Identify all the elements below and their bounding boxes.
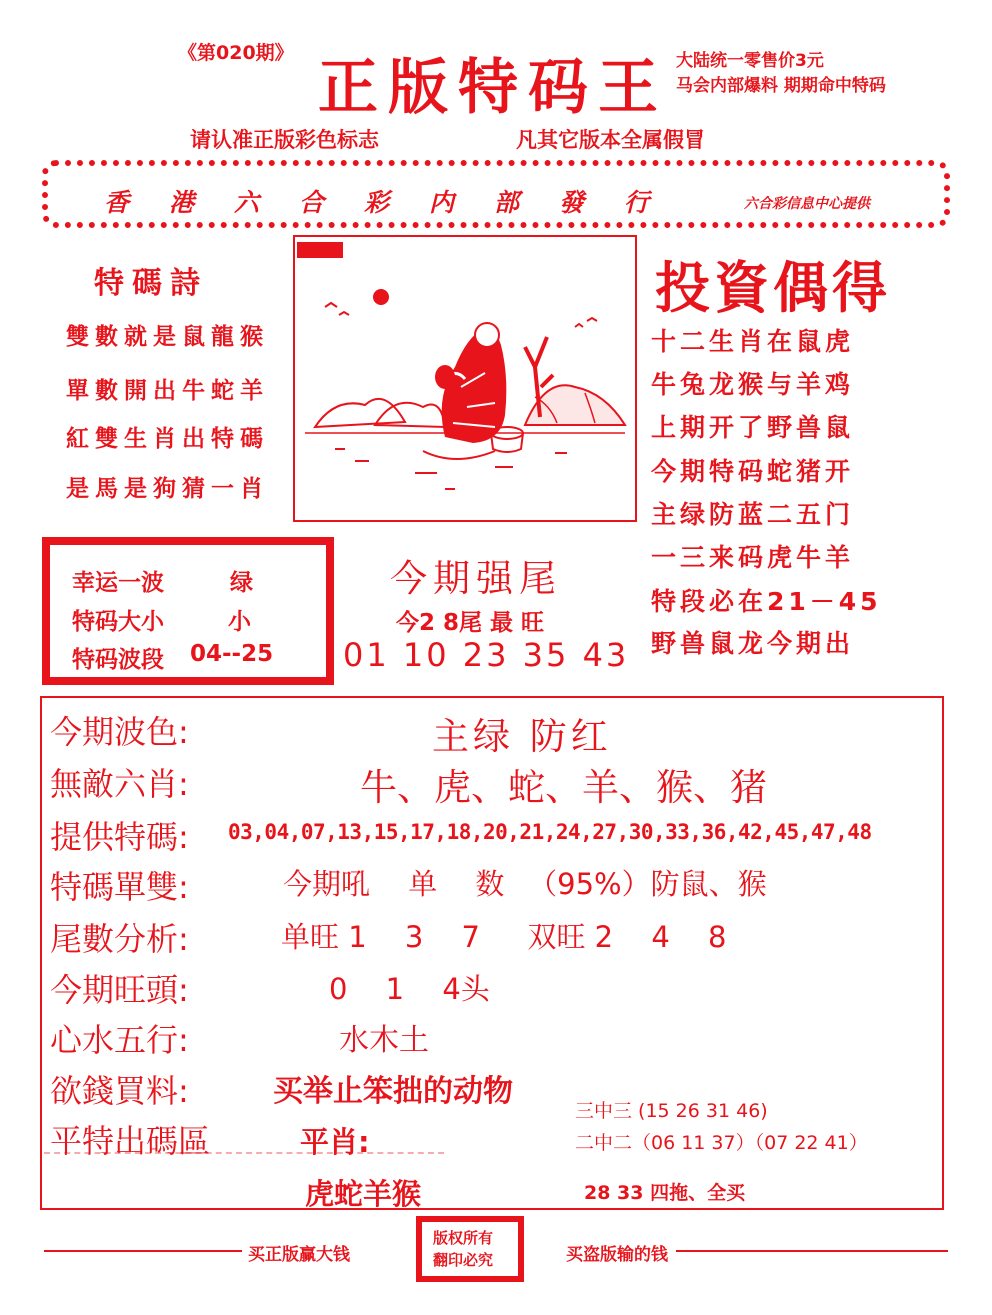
two-of-two-combo: 二中二（06 11 37）（07 22 41） (575, 1132, 868, 1154)
row-six-zodiac-value: 牛、虎、蛇、羊、猴、猪 (360, 766, 767, 809)
row-special-codes-label: 提供特碼: (50, 818, 189, 856)
investment-line: 特段必在21－45 (651, 587, 882, 616)
copyright-line-1: 版权所有 (433, 1229, 494, 1247)
copyright-line-2: 翻印必究 (433, 1251, 494, 1269)
row-odd-even-label: 特碼單雙: (50, 868, 189, 906)
footer-left-slogan: 买正版赢大钱 (248, 1245, 350, 1265)
row-flat-label: 平特出碼區 (50, 1122, 211, 1160)
publisher-banner-text: 香港六合彩内部發行 (104, 188, 690, 217)
investment-line: 上期开了野兽鼠 (651, 413, 855, 442)
investment-line: 主绿防蓝二五门 (651, 500, 855, 529)
lucky-range-value: 04--25 (190, 641, 274, 667)
poem-line: 是馬是狗猜一肖 (66, 475, 269, 502)
row-tail-analysis-label: 尾數分析: (50, 920, 189, 958)
investment-line: 野兽鼠龙今期出 (651, 629, 855, 658)
footer-divider-left (44, 1250, 242, 1252)
strong-tail-note: 今2 8尾 最 旺 (396, 610, 545, 636)
recognize-genuine-note: 请认准正版彩色标志 (190, 128, 379, 152)
poem-line: 單數開出牛蛇羊 (66, 377, 269, 404)
page-title: 正版特码王 (318, 53, 668, 123)
row-five-elements-label: 心水五行: (50, 1021, 189, 1059)
poem-title: 特碼詩 (94, 266, 208, 301)
lucky-wave-value: 绿 (230, 570, 253, 596)
investment-line: 牛兔龙猴与羊鸡 (651, 370, 855, 399)
row-tail-analysis-value: 单旺 1 3 7 双旺 2 4 8 (281, 920, 727, 954)
row-five-elements-value: 水木土 (339, 1023, 429, 1058)
row-six-zodiac-label: 無敵六肖: (50, 765, 189, 803)
poem-line: 雙數就是鼠龍猴 (66, 323, 269, 350)
row-color-value: 主绿 防红 (432, 715, 612, 758)
strong-tail-numbers: 01 10 23 35 43 (343, 636, 630, 674)
row-riddle-label: 欲錢買料: (50, 1072, 189, 1110)
old-man-fishing-illustration (295, 237, 635, 520)
illustration (293, 235, 637, 522)
price-note: 大陆统一零售价3元 (676, 51, 824, 71)
row-special-codes-value: 03,04,07,13,15,17,18,20,21,24,27,30,33,36,42,45,47,48 (228, 820, 872, 844)
publisher-banner-source: 六合彩信息中心提供 (744, 196, 870, 212)
flat-numbers-value: 28 33 四拖、全买 (584, 1182, 746, 1204)
investment-line: 一三来码虎牛羊 (651, 543, 855, 572)
investment-title: 投資偶得 (655, 255, 892, 320)
row-riddle-value: 买举止笨拙的动物 (273, 1074, 513, 1109)
inside-info-note: 马会内部爆料 期期命中特码 (676, 76, 886, 96)
investment-line: 今期特码蛇猪开 (651, 457, 855, 486)
footer-right-slogan: 买盗版输的钱 (566, 1245, 668, 1265)
counterfeit-warning: 凡其它版本全属假冒 (516, 128, 705, 152)
lucky-wave-label: 幸运一波 (72, 570, 164, 596)
lucky-size-label: 特码大小 (72, 609, 164, 635)
row-hot-head-value: 0 1 4头 (329, 972, 490, 1006)
row-odd-even-value: 今期吼 单 数 （95%）防鼠、猴 (283, 867, 767, 901)
issue-number: 《第020期》 (178, 42, 294, 64)
strong-tail-title: 今期强尾 (390, 557, 562, 600)
lucky-range-label: 特码波段 (72, 647, 164, 673)
divider (44, 1152, 444, 1154)
red-seal-stamp (297, 242, 343, 258)
footer-divider-right (676, 1250, 948, 1252)
row-hot-head-label: 今期旺頭: (50, 971, 189, 1009)
flat-zodiac-value: 虎蛇羊猴 (305, 1177, 422, 1211)
row-color-label: 今期波色: (50, 713, 189, 751)
investment-line: 十二生肖在鼠虎 (651, 327, 855, 356)
row-flat-value: 平肖: (300, 1125, 370, 1159)
lucky-size-value: 小 (228, 609, 251, 635)
three-of-three-combo: 三中三 (15 26 31 46) (575, 1100, 768, 1122)
poem-line: 紅雙生肖出特碼 (66, 425, 269, 452)
